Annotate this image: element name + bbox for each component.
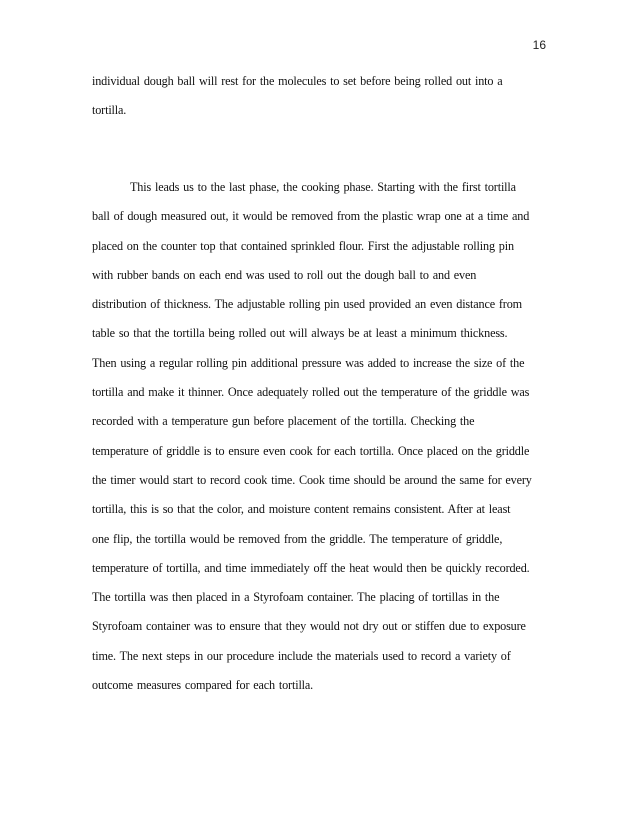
text-line: Styrofoam container was to ensure that they would not dry out or stiffen due to exposure bbox=[92, 619, 526, 634]
text-line: outcome measures compared for each tortilla. bbox=[92, 678, 314, 693]
text-line: ball of dough measured out, it would be removed from the plastic wrap one at a time and bbox=[92, 209, 530, 224]
text-line: recorded with a temperature gun before placement of the tortilla. Checking the bbox=[92, 414, 475, 429]
text-line: the timer would start to record cook time. Cook time should be around the same for every bbox=[92, 472, 532, 487]
text-line: tortilla. bbox=[92, 103, 127, 118]
text-line: tortilla and make it thinner. Once adequately rolled out the temperature of the griddle was bbox=[92, 385, 530, 400]
text-line: temperature of tortilla, and time immediately off the heat would then be quickly recorded. bbox=[92, 560, 530, 575]
paragraph-continuation bbox=[92, 67, 552, 126]
text-line: one flip, the tortilla would be removed from the griddle. The temperature of griddle, bbox=[92, 531, 503, 546]
text-line: placed on the counter top that contained sprinkled flour. First the adjustable rolling pin bbox=[92, 238, 514, 253]
text-line: Then using a regular rolling pin additional pressure was added to increase the size of the bbox=[92, 355, 525, 370]
text-line: The tortilla was then placed in a Styrofoam container. The placing of tortillas in the bbox=[92, 590, 500, 605]
text-line: with rubber bands on each end was used to roll out the dough ball to and even bbox=[92, 267, 477, 282]
page-number: 16 bbox=[532, 38, 546, 52]
text-line-indented: This leads us to the last phase, the cooking phase. Starting with the first tortilla bbox=[130, 180, 516, 194]
text-line: table so that the tortilla being rolled out will always be at least a minimum thickness. bbox=[92, 326, 508, 341]
text-line: individual dough ball will rest for the molecules to set before being rolled out into a bbox=[92, 74, 503, 88]
text-line: time. The next steps in our procedure include the materials used to record a variety of bbox=[92, 648, 511, 663]
paragraph-cooking-phase bbox=[92, 173, 552, 700]
text-line: distribution of thickness. The adjustable rolling pin used provided an even distance from bbox=[92, 297, 522, 312]
text-line: temperature of griddle is to ensure even cook for each tortilla. Once placed on the griddle bbox=[92, 443, 530, 458]
text-line: tortilla, this is so that the color, and moisture content remains consistent. After at least bbox=[92, 502, 511, 517]
